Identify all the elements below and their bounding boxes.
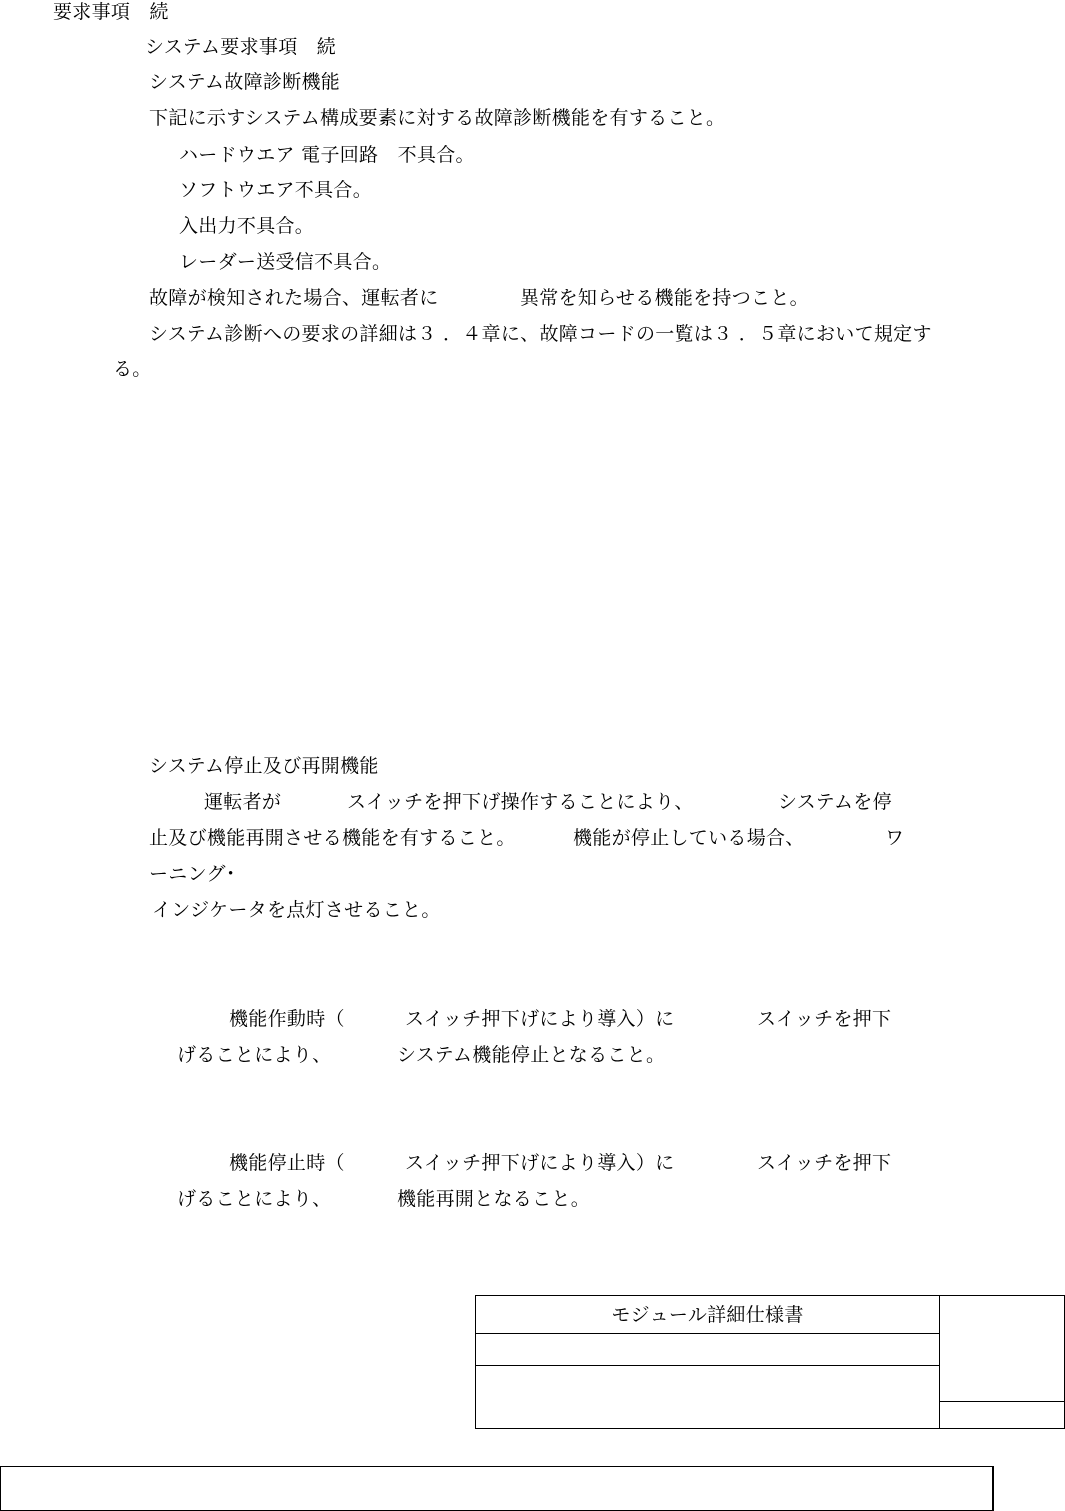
section-heading: 要求事項 続 xyxy=(53,1,169,23)
document-title-block xyxy=(475,1295,1065,1429)
case2-a: 機能停止時（ xyxy=(229,1152,345,1174)
diagnosis-notify-part-b: 異常を知らせる機能を持つこと。 xyxy=(520,287,809,309)
stop-resume-p2-b: 機能が停止している場合、 xyxy=(573,827,805,849)
stop-resume-p4: インジケータを点灯させること。 xyxy=(152,899,441,921)
case2-c: スイッチを押下 xyxy=(757,1152,892,1174)
diagnosis-detail-line2: る。 xyxy=(113,358,152,380)
diagnosis-item-io: 入出力不具合。 xyxy=(179,215,315,237)
footer-box xyxy=(0,1466,994,1511)
case1-b: スイッチ押下げにより導入）に xyxy=(405,1008,675,1030)
diagnosis-heading: システム故障診断機能 xyxy=(149,71,341,93)
stop-resume-heading: システム停止及び再開機能 xyxy=(149,755,379,777)
title-block-divider xyxy=(476,1333,939,1334)
diagnosis-detail-line1: システム診断への要求の詳細は３ ．４章に、故障コードの一覧は３ ．５章において規定す xyxy=(149,323,932,345)
case1-e: システム機能停止となること。 xyxy=(397,1044,666,1066)
diagnosis-notify-part-a: 故障が検知された場合、運転者に xyxy=(149,287,439,309)
case2-d: げることにより、 xyxy=(177,1188,332,1210)
title-block-divider xyxy=(939,1296,940,1429)
diagnosis-item-software: ソフトウエア不具合。 xyxy=(179,179,373,201)
case1-a: 機能作動時（ xyxy=(229,1008,345,1030)
diagnosis-item-hardware: ハードウエア 電子回路 不具合。 xyxy=(179,144,475,166)
case1-c: スイッチを押下 xyxy=(757,1008,892,1030)
diagnosis-intro: 下記に示すシステム構成要素に対する故障診断機能を有すること。 xyxy=(149,107,726,129)
stop-resume-p1-a: 運転者が xyxy=(204,791,282,813)
document-title: モジュール詳細仕様書 xyxy=(611,1304,804,1326)
case2-b: スイッチ押下げにより導入）に xyxy=(405,1152,675,1174)
subsection-heading: システム要求事項 続 xyxy=(145,36,337,58)
stop-resume-p3: ーニング･ xyxy=(149,863,236,885)
title-block-divider xyxy=(939,1401,1065,1402)
case2-e: 機能再開となること。 xyxy=(397,1188,591,1210)
stop-resume-p2-a: 止及び機能再開させる機能を有すること。 xyxy=(149,827,516,849)
stop-resume-p2-c: ワ xyxy=(885,827,905,849)
stop-resume-p1-c: システムを停 xyxy=(778,791,892,813)
title-block-divider xyxy=(476,1365,939,1366)
diagnosis-item-radar: レーダー送受信不具合。 xyxy=(179,251,392,273)
stop-resume-p1-b: スイッチを押下げ操作することにより、 xyxy=(347,791,694,813)
case1-d: げることにより、 xyxy=(177,1044,332,1066)
